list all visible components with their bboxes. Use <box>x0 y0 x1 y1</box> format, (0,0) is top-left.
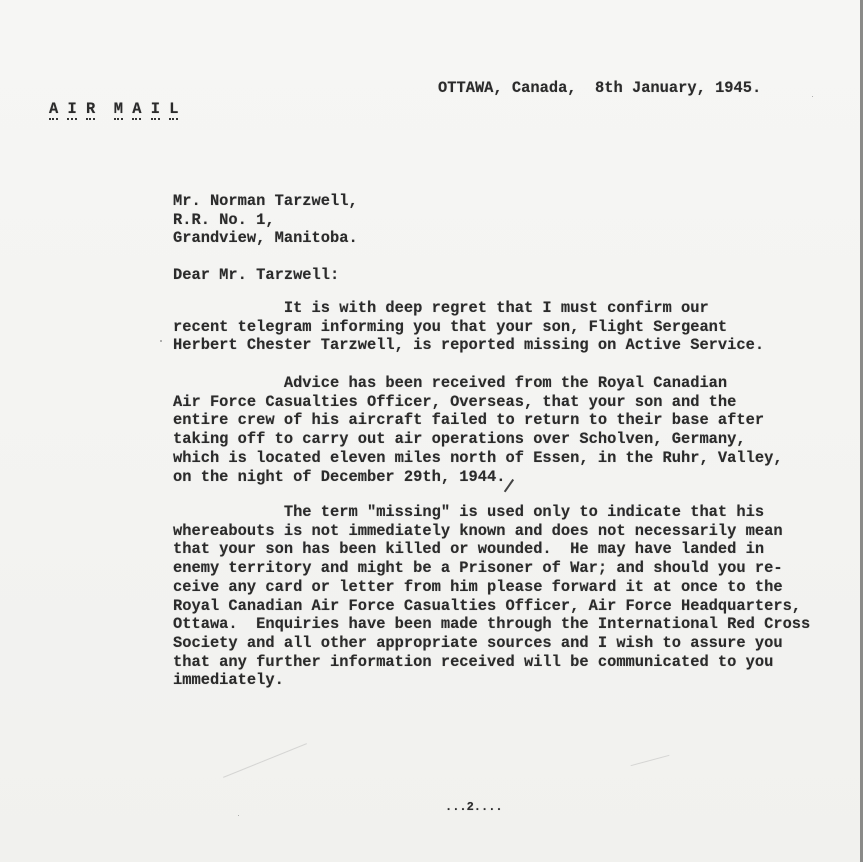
address-line: R.R. No. 1, <box>173 210 275 229</box>
paragraph-line: on the night of December 29th, 1944. <box>173 467 506 486</box>
paragraph-line: recent telegram informing you that your son, Flight Sergeant <box>173 317 728 336</box>
air-mail-letter: L <box>169 99 179 118</box>
paragraph-advice <box>173 374 783 486</box>
paragraph-line: Advice has been received from the Royal Canadian <box>173 374 728 392</box>
air-mail-letter: A <box>132 99 142 118</box>
salutation: Dear Mr. Tarzwell: <box>173 266 340 284</box>
paragraph-line: ceive any card or letter from him please forward it at once to the <box>173 577 783 596</box>
paragraph-confirmation <box>173 299 764 355</box>
address-line: Grandview, Manitoba. <box>173 229 358 248</box>
paragraph-line: The term "missing" is used only to indicate that his <box>173 503 765 521</box>
paragraph-line: whereabouts is not immediately known and does not necessarily mean <box>173 521 783 540</box>
air-mail-letter: I <box>67 99 77 118</box>
paper-speck <box>160 340 162 342</box>
paragraph-line: enemy territory and might be a Prisoner of War; and should you re- <box>173 559 783 578</box>
paper-speck <box>238 815 239 816</box>
air-mail-letter: A <box>48 99 59 118</box>
paragraph-line: Royal Canadian Air Force Casualties Officer, Air Force Headquarters, <box>173 596 802 615</box>
paragraph-line: taking off to carry out air operations over Scholven, Germany, <box>173 430 746 449</box>
paper-speck <box>812 96 813 97</box>
paragraph-line: It is with deep regret that I must confirm our <box>173 299 709 317</box>
paper-streak <box>631 755 670 766</box>
paragraph-line: Society and all other appropriate sources and I wish to assure you <box>173 633 783 652</box>
air-mail-letter: R <box>85 99 96 118</box>
address-line: Mr. Norman Tarzwell, <box>173 192 358 210</box>
air-mail-letter: M <box>113 99 123 118</box>
paragraph-missing-definition <box>173 503 810 690</box>
paragraph-line: Air Force Casualties Officer, Overseas, that your son and the <box>173 392 737 411</box>
recipient-address <box>173 192 358 248</box>
dateline: OTTAWA, Canada, 8th January, 1945. <box>438 79 762 97</box>
page-continuation-marker: ...2.... <box>445 800 503 814</box>
paper-streak <box>223 743 307 778</box>
paragraph-line: immediately. <box>173 671 284 690</box>
air-mail-letter: I <box>150 99 160 118</box>
paragraph-line: which is located eleven miles north of Essen, in the Ruhr, Valley, <box>173 448 783 467</box>
paragraph-line: Ottawa. Enquiries have been made through the International Red Cross <box>173 615 811 634</box>
paragraph-line: entire crew of his aircraft failed to return to their base after <box>173 411 765 430</box>
air-mail-heading <box>12 81 178 138</box>
paragraph-line: Herbert Chester Tarzwell, is reported missing on Active Service. <box>173 336 765 355</box>
paragraph-line: that any further information received will be communicated to you <box>173 652 774 671</box>
paragraph-line: that your son has been killed or wounded. He may have landed in <box>173 540 765 559</box>
